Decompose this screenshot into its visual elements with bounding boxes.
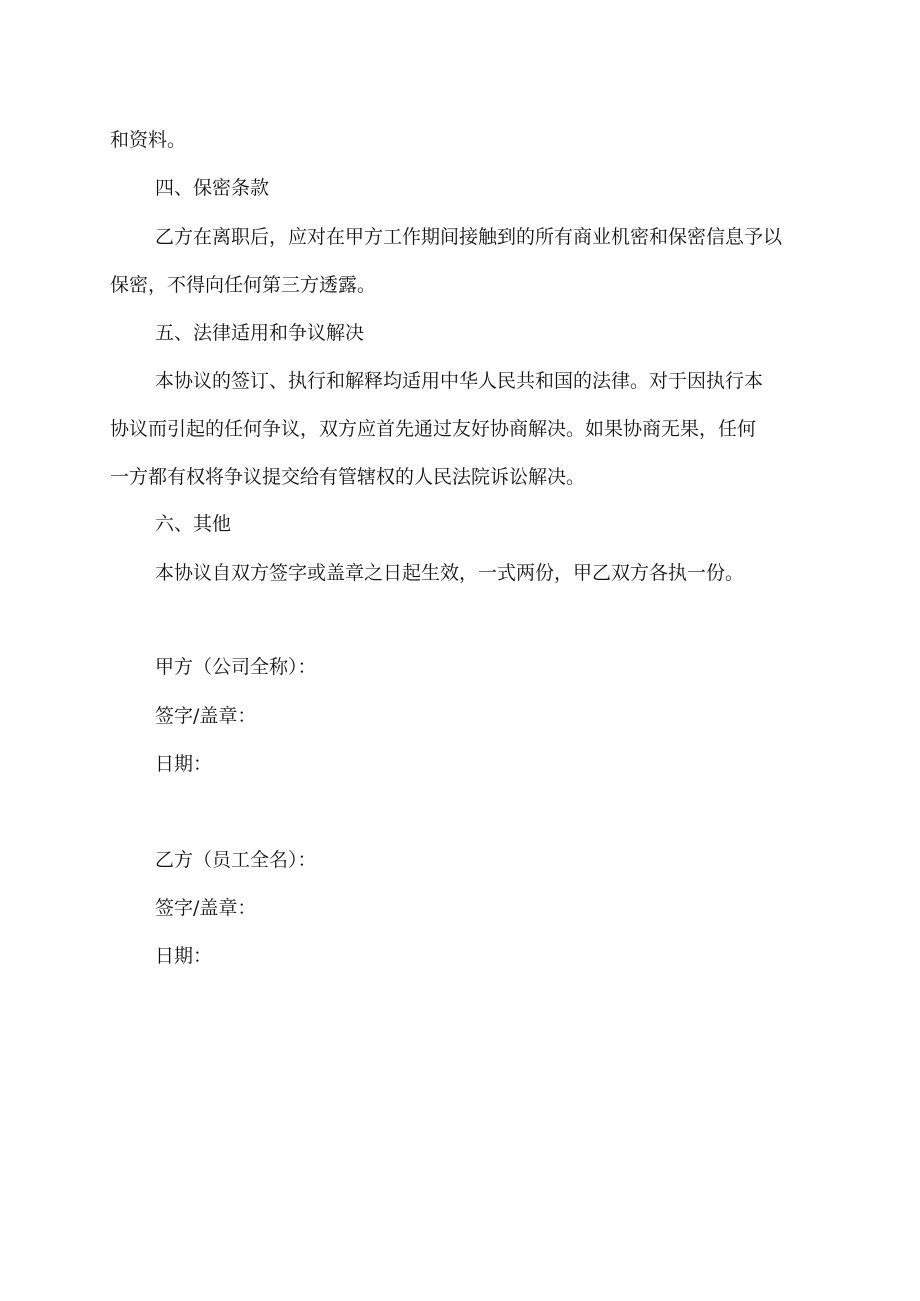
section4-body-line-2: 保密，不得向任何第三方透露。 <box>110 274 377 296</box>
section5-body-line-3: 一方都有权将争议提交给有管辖权的人民法院诉讼解决。 <box>110 466 586 488</box>
section5-body-line-1: 本协议的签订、执行和解释均适用中华人民共和国的法律。对于因执行本 <box>155 370 764 392</box>
section5-body-line-2: 协议而引起的任何争议，双方应首先通过友好协商解决。如果协商无果，任何 <box>110 418 757 440</box>
party-a-date-label: 日期： <box>155 753 213 775</box>
section-heading-confidentiality: 四、保密条款 <box>155 177 270 199</box>
party-b-name-label: 乙方（员工全名）： <box>155 849 317 871</box>
section6-body-line-1: 本协议自双方签字或盖章之日起生效，一式两份，甲乙双方各执一份。 <box>155 562 745 584</box>
section-heading-other: 六、其他 <box>155 513 232 535</box>
party-b-date-label: 日期： <box>155 945 213 967</box>
continuation-text: 和资料。 <box>110 129 187 151</box>
party-a-name-label: 甲方（公司全称）： <box>155 656 317 678</box>
section4-body-line-1: 乙方在离职后，应对在甲方工作期间接触到的所有商业机密和保密信息予以 <box>155 226 783 248</box>
party-a-signature-label: 签字/盖章： <box>155 705 257 727</box>
section-heading-law-and-disputes: 五、法律适用和争议解决 <box>155 322 365 344</box>
party-b-signature-label: 签字/盖章： <box>155 897 257 919</box>
